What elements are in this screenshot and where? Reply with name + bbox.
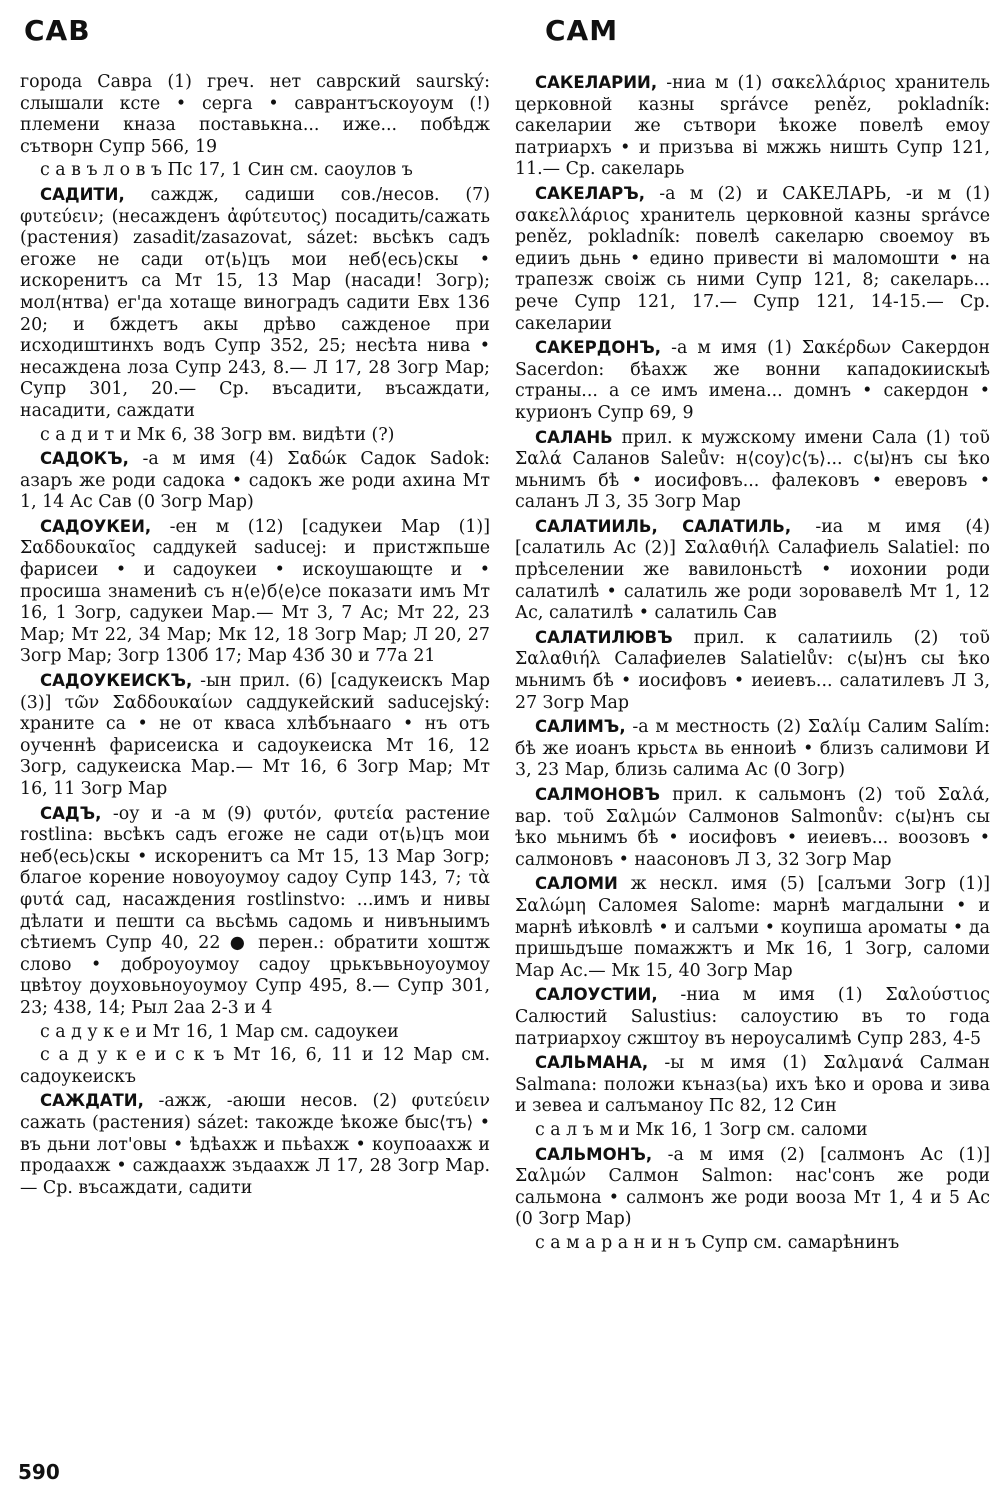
entry-headword: САЛЬМОНЪ, [535,1144,653,1164]
entry-body: прил. к сальмонъ (2) τοῦ Σαλά, вар. τοῦ Σαλμών Салмонов Salmonův: с⟨ы⟩нъ сы ѣко мьнимъ бѣ • иосифовъ • иеиевъ... воозовъ • салмоновъ • наасоновъ Л 3, 32 Зогр Мар [515,785,990,870]
entry-headword: САЛАТИИЛЬ, САЛАТИЛЬ, [535,516,792,536]
entry-body: саждж, садиши сов./несов. (7) φυτεύειν; (несажденъ ἀφύτευτος) посадить/сажать (растения) zasadit/zasazovat, sázet: вьсѣкъ садъ егоже не сади от⟨ь⟩цъ мои неб⟨есь⟩скы • искоренитъ са Мт 15, 13 Мар (насади! Зогр); мол⟨нтва⟩ ег'да хотаще виноградъ садити Евх 136 20; и бждетъ акы дрѣво сажденое при исходиштинхъ водъ Супр 352, 25; несѣта нива • несаждена лоза Супр 243, 8.— Л 17, 28 Зогр Мар; Супр 301, 20.— Ср. въсадити, въсаждати, насадити, саждати [20,184,490,421]
entry-body: с а в ъ л о в ъ Пс 17, 1 Син см. саоулов ъ [40,160,413,181]
entry-headword: САЛОМИ [535,874,618,894]
dictionary-entry [20,160,490,182]
entry-headword: САДОКЪ, [40,449,129,469]
left-column [20,72,490,1201]
entry-body: -а м имя (1) Σακέρδων Сакердон Sacerdon: бѣахж же вонни кападокиискыѣ страны... а се имъ имена... домнъ • сакердон • курионъ Супр 69, 9 [515,338,990,423]
running-header [0,14,1000,54]
entry-body: прил. к салатииль (2) τοῦ Σαλαθιήλ Салафиелев Salatielův: с⟨ы⟩нъ сы ѣко мьнимъ бѣ • иосифовъ • иеиевъ... салатилевъ Л 3, 27 Зогр Мар [515,627,990,713]
page-number: 590 [18,1460,60,1484]
dictionary-entry [515,516,990,625]
entry-body: -ниа м (1) σακελλάριος хранитель церковной казны správce peněz, pokladník: сакеларии же сътвори ѣкоже повелѣ емоу патриархъ • и призъва ві мжжь ништь Супр 121, 11.— Ср. сакеларь [515,73,990,180]
entry-body: -оу и -а м (9) φυτόν, φυτεία растение rostlina: вьсѣкъ садъ егоже не сади от⟨ь⟩цъ мои неб⟨есь⟩скы • искоренитъ са Мт 15, 13 Мар Зогр; благое корение новоуоумоу садоу Супр 143, 7; τὰ φυτά сад, насаждения rostlinstvo: ...имъ и нивы дѣлати и пешти са вьсѣмь садомь и нивъныимъ сѣтиемъ Супр 40, 22 ● перен.: обратити хоштж слово • доброуоумоу садоу црькъвьноуоумоу цвѣтоу доуховьноуоумоу Супр 495, 8.— Супр 301, 23; 438, 14; Рыл 2аа 2-3 и 4 [20,803,491,1018]
entry-headword: САКЕЛАРИИ, [535,73,658,92]
dictionary-entry [20,516,490,668]
entry-headword: САЛАНЬ [535,427,613,447]
entry-headword: САДОУКЕИСКЪ, [40,671,193,691]
entry-headword: САЛМОНОВЪ [535,785,660,804]
dictionary-entry [515,716,990,782]
entry-body: -ын прил. (6) [садукеискъ Мар (3)] τῶν Σαδδουκαίων саддукейский saducejský: храните са • не от кваса хлѣбънааго • нъ отъ оученнѣ фарисеиска и садоукеиска Мт 16, 12 Зогр, садукеиска Мар.— Мт 16, 6 Зогр Мар; Мт 16, 11 Зогр Мар [20,671,490,799]
entry-headword: САКЕРДОНЪ, [535,338,662,358]
dictionary-entry [20,448,490,514]
dictionary-entry [20,72,490,158]
entry-body: прил. к мужскому имени Сала (1) τοῦ Σαλά Саланов Saleův: н⟨соу⟩с⟨ъ⟩... с⟨ы⟩нъ сы ѣко мьнимъ бѣ • иосифовъ... фалековъ • еверовъ • саланъ Л 3, 35 Зогр Мар [515,427,990,513]
header-left-guideword: САВ [24,14,91,47]
entry-body: с а м а р а н и н ъ Супр см. самарѣнинъ [535,1232,900,1253]
dictionary-entry [515,1052,990,1118]
entry-headword: САДОУКЕИ, [40,516,152,536]
dictionary-entry [20,425,490,447]
dictionary-entry [20,670,490,801]
entry-body: -ажж, -аюши несов. (2) φυτεύειν сажать (растения) sázet: такожде ѣкоже быс⟨тъ⟩ • въ дьни лот'овы • ѣдѣахж и пьѣахж • коупоаахж и продаахж • саждаахж зъдаахж Л 17, 28 Зогр Мар.— Ср. въсаждати, садити [20,1091,490,1198]
dictionary-entry [20,1045,490,1088]
dictionary-entry [515,1144,990,1231]
entry-body: города Савра (1) греч. нет саврский saurský: слышали ксте • серга • саврантъскоуоум (!) племени кназа поставькна... иже... побѣдж сътворн Супр 566, 19 [20,72,490,157]
entry-body: -иа м имя (4) [салатиль Ас (2)] Σαλαθιήλ Салафиель Salatiel: по прѣселении же вавилоньстѣ • иохонии роди салатилѣ • салатиль же роди зоровавелѣ Мт 1, 12 Ас, салатилѣ • салатиль Сав [515,516,990,624]
entry-body: с а л ъ м и Мк 16, 1 Зогр см. саломи [535,1119,868,1140]
dictionary-entry [20,184,490,423]
dictionary-entry [515,784,990,871]
entry-body: -ниа м имя (1) Σαλούστιος Салюстий Salustius: салоустию въ то года патриархоу сжштоу въ нероусалимѣ Супр 283, 4-5 [515,985,990,1049]
entry-body: с а д и т и Мк 6, 38 Зогр вм. видѣти (?) [40,424,395,445]
entry-headword: САКЕЛАРЪ, [535,183,645,203]
entry-body: с а д у к е и с к ъ Мт 16, 6, 11 и 12 Мар см. садоукеискъ [20,1045,490,1087]
dictionary-entry [515,1233,990,1255]
entry-headword: САЛОУСТИИ, [535,985,658,1005]
entry-body: -а м местность (2) Σαλίμ Салим Salím: бѣ же иоанъ крьстѧ вь енноиѣ • близъ салимови И 3, 23 Мар, близь салима Ас (0 Зогр) [515,717,991,781]
header-right-guideword: САМ [545,14,619,47]
entry-headword: САДИТИ, [40,184,125,204]
dictionary-entry [515,627,990,714]
dictionary-entry [515,427,990,514]
entry-body: -а м имя (4) Σαδώκ Садок Sadok: азаръ же роди садока • садокъ же роди ахина Мт 1, 14 Ас Сав (0 Зогр Мар) [20,449,490,513]
dictionary-entry [515,337,990,424]
entry-headword: САЖДАТИ, [40,1091,144,1111]
right-column [515,72,990,1256]
dictionary-entry [515,1120,990,1142]
entry-headword: САЛАТИЛЮВЪ [535,627,673,647]
entry-headword: САЛЬМАНА, [535,1053,649,1073]
entry-body: -ы м имя (1) Σαλμανά Салман Salmana: положи къназ(ьа) ихъ ѣко и орова и зива и зевеа и салъманоу Пс 82, 12 Син [515,1053,990,1117]
dictionary-entry [20,1090,490,1199]
dictionary-entry [515,72,990,181]
entry-body: -а м имя (2) [салмонъ Ас (1)] Σαλμών Салмон Salmon: нас'сонъ же роди сальмона • салмонъ же роди вооза Мт 1, 4 и 5 Ас (0 Зогр Мар) [515,1144,990,1230]
dictionary-entry [20,803,490,1020]
dictionary-entry [20,1022,490,1044]
dictionary-entry [515,984,990,1050]
entry-body: ж нескл. имя (5) [салъми Зогр (1)] Σαλώμη Саломея Salome: марнѣ магдалыни • и марнѣ иѣковлѣ • и салъми • коупиша ароматы • да пришьдъше помажжтъ и Мк 16, 1 Зогр, саломи Мар Ас.— Мк 15, 40 Зогр Мар [515,874,991,981]
dictionary-entry [515,183,990,335]
entry-body: -ен м (12) [садукеи Мар (1)] Σαδδουκαῖος саддукей saducej: и пристжпьше фарисеи • и садоукеи • искоушающте и • просиша знамениѣ съ н⟨е⟩б⟨е⟩се показати имъ Мт 16, 1 Зогр, садукеи Мар.— Мт 3, 7 Ас; Мт 22, 23 Мар; Мт 22, 34 Мар; Мк 12, 18 Зогр Мар; Л 20, 27 Зогр Мар; Зогр 130б 17; Мар 43б 30 и 77а 21 [20,516,490,667]
entry-headword: САДЪ, [40,803,102,823]
entry-headword: САЛИМЪ, [535,717,626,737]
entry-body: с а д у к е и Мт 16, 1 Мар см. садоукеи [40,1021,399,1042]
entry-body: -а м (2) и САКЕЛАРЬ, -и м (1) σακελλάριος хранитель церковной казны správce peněz, pokladník: повелѣ сакеларю своемоу въ едииъ дьнь • едино привести ві маломошти • на трапезж своіж сь ними Супр 121, 8; сакеларь... рече Супр 121, 17.— Супр 121, 14-15.— Ср. сакеларии [515,183,990,334]
dictionary-entry [515,873,990,982]
